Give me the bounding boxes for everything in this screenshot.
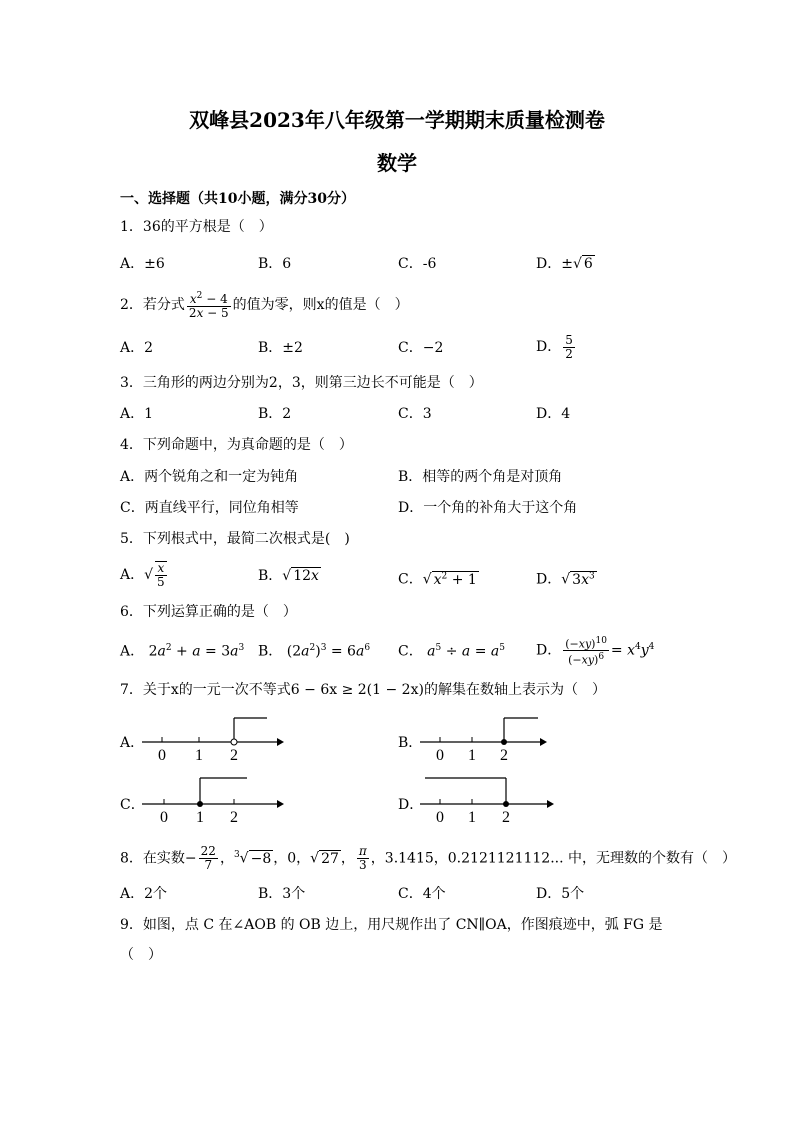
q1-option-a: A．±6 [120,256,165,272]
q6-option-a: A． $2a^2 + a = 3a^3$ [120,643,245,660]
exam-title: 双峰县2023年八年级第一学期期末质量检测卷 [189,108,605,132]
q7-numberline-a [142,710,287,765]
q6-option-c: C． $a^5 \div a = a^5$ [398,643,505,660]
q7-numberline-d [420,772,565,827]
q6-option-d: D． $\frac{(-xy)^{10}}{(-xy)^6}$ = $x^4y^4$ [536,635,655,667]
q9-stem-line1: 9．如图，点 C 在∠AOB 的 OB 边上，用尺规作出了 CN∥OA，作图痕迹中，弧 FG 是 [120,917,663,933]
q8-option-d: D．5个 [536,886,585,902]
exam-subject: 数学 [377,151,417,175]
q5-option-a: A．√ $\frac{x}{5}$ [120,561,165,589]
svg-text:0: 0 [436,809,444,826]
svg-text:0: 0 [436,747,444,764]
q4-option-c: C．两直线平行，同位角相等 [120,500,299,516]
svg-text:1: 1 [468,809,476,826]
q8-option-b: B．3个 [258,886,306,902]
q7-option-d: D． [398,797,424,813]
q6-option-b: B． $(2a^2)^3 = 6a^6$ [258,643,371,660]
q8-option-c: C．4个 [398,886,446,902]
q3-option-a: A．1 [120,406,154,422]
q9-stem-line2: （ ） [120,947,162,963]
svg-text:2: 2 [502,809,510,826]
q2-option-b: B．±2 [258,340,303,356]
q2-option-c: C．−2 [398,340,444,356]
q2-option-a: A．2 [120,340,154,356]
q5-option-c: C．√ $x^2 + 1$ [398,571,477,588]
q5-option-d: D．√ $3x^3$ [536,571,595,588]
q7-option-c: C． [120,797,145,813]
q5-option-b: B．√ 12x [258,568,319,584]
q3-option-d: D．4 [536,406,571,422]
section-heading: 一、选择题（共10小题，满分30分） [120,191,355,207]
svg-text:1: 1 [468,747,476,764]
q6-stem: 6．下列运算正确的是（ ） [120,604,297,620]
q2-option-d: D． $\frac{5}{2}$ [536,332,573,361]
q2-stem: 2．若分式 $\frac{x^2 - 4}{2x - 5}$ 的值为零，则x的值是（ ） [120,291,409,320]
q3-stem: 3．三角形的两边分别为2，3，则第三边长不可能是（ ） [120,375,483,391]
q8-stem: 8．在实数− $\frac{22}{7}$ ，$^3$√ −8 ，0，√ 27 ， $\frac{\pi}{3}$ ，3.1415，0.2121121112... 中，无理数的个数有（ ） [120,844,736,873]
svg-text:2: 2 [230,809,238,826]
svg-text:2: 2 [230,747,238,764]
svg-text:2: 2 [500,747,508,764]
q4-option-b: B．相等的两个角是对顶角 [398,469,563,485]
svg-text:0: 0 [160,809,168,826]
q2-fraction: $\frac{x^2 - 4}{2x - 5}$ [188,291,229,320]
q7-option-b: B． [398,735,423,751]
svg-text:0: 0 [158,747,166,764]
svg-text:1: 1 [195,747,203,764]
q8-option-a: A．2个 [120,886,168,902]
q7-numberline-c [142,772,287,827]
q4-stem: 4．下列命题中，为真命题的是（ ） [120,437,353,453]
svg-text:1: 1 [196,809,204,826]
q1-option-b: B．6 [258,256,292,272]
q7-stem: 7．关于x的一元一次不等式6 − 6x ≥ 2(1 − 2x)的解集在数轴上表示为（ ） [120,682,606,698]
q1-option-c: C．-6 [398,256,437,272]
q1-stem: 1．36的平方根是（ ） [120,219,273,235]
q1-option-d: D．±√ 6 [536,256,593,272]
q7-option-a: A． [120,735,145,751]
q4-option-d: D．一个角的补角大于这个角 [398,500,578,516]
q7-numberline-b [420,710,565,765]
q3-option-c: C．3 [398,406,432,422]
q4-option-a: A．两个锐角之和一定为钝角 [120,469,299,485]
q3-option-b: B．2 [258,406,292,422]
q5-stem: 5．下列根式中，最简二次根式是( ) [120,531,350,547]
